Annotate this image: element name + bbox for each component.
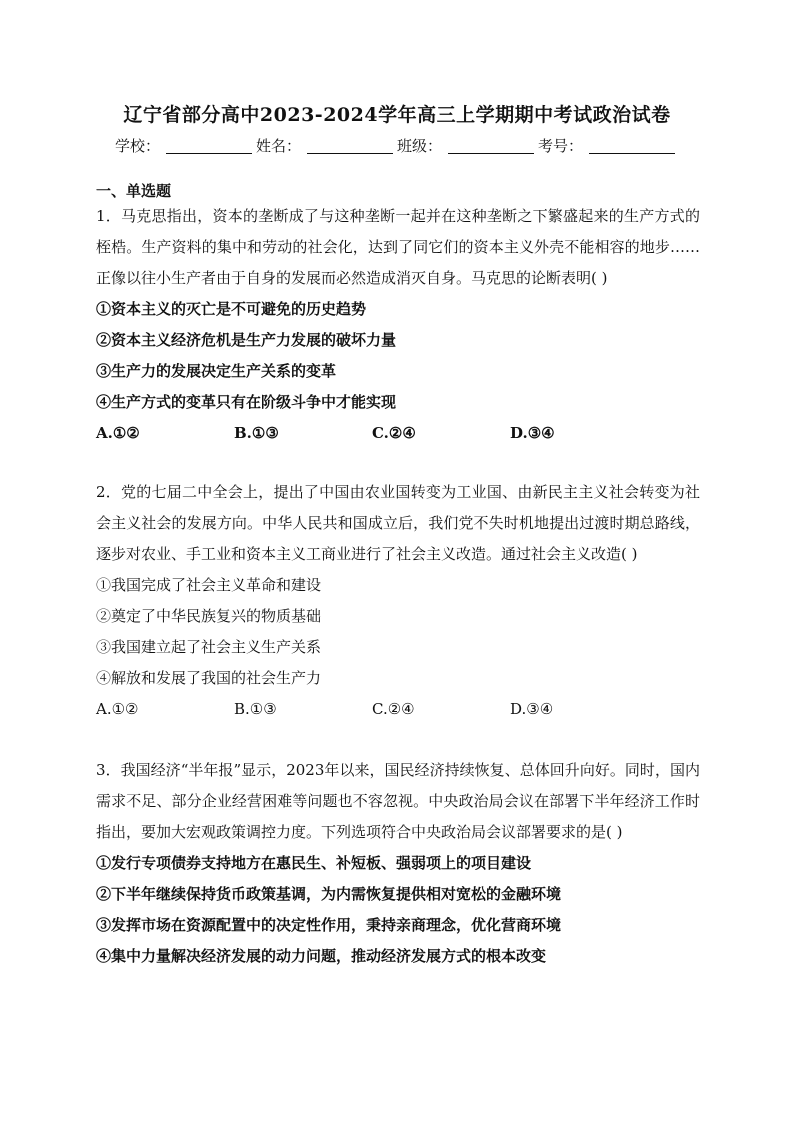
exam-number-label: 考号： <box>538 137 584 155</box>
name-label: 姓名： <box>255 137 301 155</box>
statement: ④解放和发展了我国的社会生产力 <box>96 669 322 687</box>
statement: ③我国建立起了社会主义生产关系 <box>96 638 322 656</box>
statement: ④集中力量解决经济发展的动力问题，推动经济发展方式的根本改变 <box>96 947 547 965</box>
name-blank[interactable] <box>307 139 393 154</box>
student-info-line <box>0 135 794 156</box>
question-2 <box>96 477 700 725</box>
question-3 <box>96 755 700 972</box>
school-label: 学校： <box>114 137 160 155</box>
class-blank[interactable] <box>448 139 534 154</box>
option-b[interactable]: B.①③ <box>234 424 279 442</box>
statement: ②奠定了中华民族复兴的物质基础 <box>96 607 322 625</box>
question-stem: 2．党的七届二中全会上，提出了中国由农业国转变为工业国、由新民主主义社会转变为社会主义社会的发展方向。中华人民共和国成立后，我们党不失时机地提出过渡时期总路线，逐步对农业、手工业和资本主义工商业进行了社会主义改造。通过社会主义改造( ) <box>96 483 700 563</box>
statement: ④生产方式的变革只有在阶级斗争中才能实现 <box>96 393 397 411</box>
section-heading: 一、单选题 <box>96 182 172 200</box>
question-1 <box>96 201 700 449</box>
statement: ③生产力的发展决定生产关系的变革 <box>96 362 337 380</box>
option-a[interactable]: A.①② <box>96 424 140 442</box>
answer-options <box>96 418 700 449</box>
option-a[interactable]: A.①② <box>96 700 139 718</box>
question-stem: 1．马克思指出，资本的垄断成了与这种垄断一起并在这种垄断之下繁盛起来的生产方式的桎梏。生产资料的集中和劳动的社会化，达到了同它们的资本主义外壳不能相容的地步……正像以往小生产者由于自身的发展而必然造成消灭自身。马克思的论断表明( ) <box>96 207 700 287</box>
option-d[interactable]: D.③④ <box>510 700 554 718</box>
option-c[interactable]: C.②④ <box>372 700 415 718</box>
answer-options <box>96 694 700 725</box>
statement: ②资本主义经济危机是生产力发展的破坏力量 <box>96 331 397 349</box>
school-blank[interactable] <box>166 139 252 154</box>
exam-number-blank[interactable] <box>589 139 675 154</box>
statement: ①我国完成了社会主义革命和建设 <box>96 576 322 594</box>
statement: ③发挥市场在资源配置中的决定性作用，秉持亲商理念，优化营商环境 <box>96 916 562 934</box>
statement: ②下半年继续保持货币政策基调，为内需恢复提供相对宽松的金融环境 <box>96 885 562 903</box>
option-b[interactable]: B.①③ <box>234 700 277 718</box>
option-d[interactable]: D.③④ <box>510 424 555 442</box>
statement: ①发行专项债券支持地方在惠民生、补短板、强弱项上的项目建设 <box>96 854 532 872</box>
class-label: 班级： <box>397 137 443 155</box>
statement: ①资本主义的灭亡是不可避免的历史趋势 <box>96 300 367 318</box>
option-c[interactable]: C.②④ <box>372 424 416 442</box>
exam-title: 辽宁省部分高中2023-2024学年高三上学期期中考试政治试卷 <box>123 104 671 126</box>
question-stem: 3．我国经济“半年报”显示，2023年以来，国民经济持续恢复、总体回升向好。同时，国内需求不足、部分企业经营困难等问题也不容忽视。中央政治局会议在部署下半年经济工作时指出，要加大宏观政策调控力度。下列选项符合中央政治局会议部署要求的是( ) <box>96 761 700 841</box>
